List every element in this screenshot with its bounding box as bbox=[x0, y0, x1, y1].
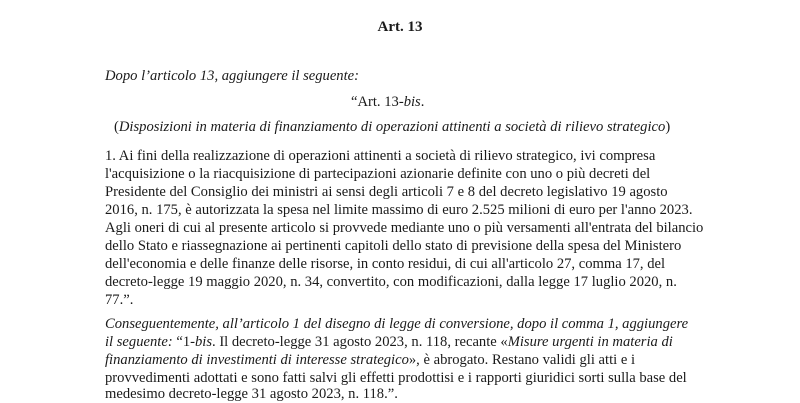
paragraph-2-fragment: bis bbox=[194, 334, 213, 350]
paragraph-2-fragment: finanziamento di investimenti di interesse strategico bbox=[105, 352, 409, 368]
paragraph-1-line: decreto-legge 19 maggio 2020, n. 34, convertito, con modificazioni, dalla legge 17 luglio 2020, n. bbox=[105, 274, 677, 290]
article-title: Art. 13 bbox=[377, 19, 423, 35]
paragraph-1-line: Agli oneri di cui al presente articolo si provvede mediante uno o più versamenti all'entrata del bilancio bbox=[105, 220, 704, 236]
paragraph-2-line: Conseguentemente, all’articolo 1 del disegno di legge di conversione, dopo il comma 1, aggiungere bbox=[105, 316, 689, 332]
article-rubric bbox=[114, 118, 670, 136]
paragraph-1-line: Presidente del Consiglio dei ministri ai sensi degli articoli 7 e 8 del decreto legislativo 19 agosto bbox=[105, 184, 668, 200]
rubric-open-paren: ( bbox=[114, 119, 119, 135]
paragraph-2-fragment: . Il decreto-legge 31 agosto 2023, n. 118, recante « bbox=[212, 334, 508, 350]
intro-text: Dopo l’articolo 13, aggiungere il seguente: bbox=[105, 68, 359, 84]
paragraph-1-line: l'acquisizione o la riacquisizione di partecipazioni azionarie definite con uno o più decreti del bbox=[105, 166, 651, 182]
paragraph-1-line: dell'economia e delle finanze delle risorse, in conto residui, di cui all'articolo 27, comma 17, del bbox=[105, 256, 666, 272]
paragraph-1-line: 77.”. bbox=[105, 292, 134, 308]
article-heading-bis: bis bbox=[403, 94, 421, 110]
paragraph-2-fragment: il seguente: bbox=[105, 334, 173, 350]
paragraph-1-line: dello Stato e riassegnazione ai pertinenti capitoli dello stato di previsione della spesa del Ministero bbox=[105, 238, 682, 254]
rubric-text: Disposizioni in materia di finanziamento di operazioni attinenti a società di rilievo strategico bbox=[118, 119, 666, 135]
paragraph-2-line bbox=[105, 351, 635, 369]
paragraph-1-line: 1. Ai fini della realizzazione di operazioni attinenti a società di rilievo strategico, ivi compresa bbox=[105, 148, 656, 164]
paragraph-2-line: medesimo decreto-legge 31 agosto 2023, n. 118.”. bbox=[105, 386, 398, 402]
paragraph-2-fragment: », è abrogato. Restano validi gli atti e i bbox=[408, 352, 636, 368]
article-heading bbox=[351, 93, 424, 111]
paragraph-2-line bbox=[105, 333, 673, 351]
paragraph-1-line: 2016, n. 175, è autorizzata la spesa nel limite massimo di euro 2.525 milioni di euro per l'anno 2023. bbox=[105, 202, 693, 218]
article-heading-prefix: “Art. 13- bbox=[351, 94, 404, 110]
rubric-close-paren: ) bbox=[665, 119, 671, 135]
article-heading-suffix: . bbox=[420, 94, 425, 110]
paragraph-2-line: provvedimenti adottati e sono fatti salvi gli effetti prodottisi e i rapporti giuridici sorti sulla base del bbox=[105, 370, 687, 386]
paragraph-2-fragment: Misure urgenti in materia di bbox=[507, 334, 673, 350]
paragraph-2-fragment: “1- bbox=[172, 334, 195, 350]
